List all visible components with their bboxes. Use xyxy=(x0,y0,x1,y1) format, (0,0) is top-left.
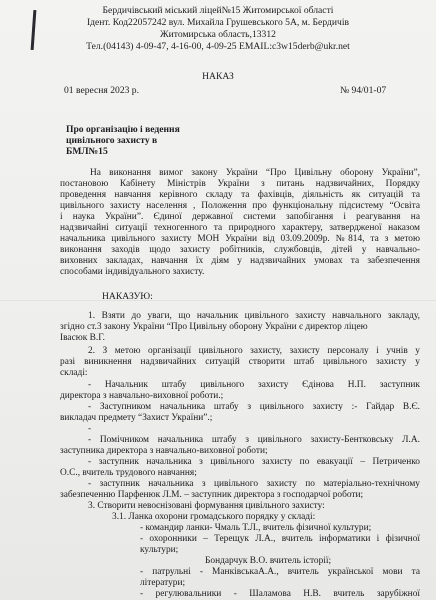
order-item-line: культури; xyxy=(140,545,179,555)
preamble-line: постановою Кабінету Міністрів України з питань надзвичайних, Порядку xyxy=(60,179,420,189)
order-item-line: - регулювальники - Шаламова Н.В. вчитель зарубіжної xyxy=(140,589,420,599)
subject-line: БМЛ№15 xyxy=(66,146,108,157)
order-number: № 94/01-07 xyxy=(340,85,387,96)
preamble-line: і наука України”. Єдиної державної системи запобігання і реагування на xyxy=(60,212,420,222)
preamble-line: проведення навчання керівного складу та фахівців, діяльність як ситуацій та xyxy=(60,190,420,200)
preamble-line: виховних закладах, навчання їх діям у надзвичайних умовах та забезпечення xyxy=(60,256,420,266)
paper-fold xyxy=(0,300,436,301)
preamble-line: На виконання вимог закону України “Про Цивільну оборону України”, xyxy=(90,168,420,178)
preamble-line: цивільного захисту населення , Положення про функціональну підсистему “Освіта xyxy=(60,201,420,211)
header-school-name: Бердичівський міський ліцей№15 Житомирської області xyxy=(102,5,334,16)
order-item-line: разі виникнення надзвичайних ситуацій створити штаб цивільного захисту у xyxy=(60,357,420,367)
order-item-line: заступника директора з навчально-виховної роботи; xyxy=(60,446,268,456)
order-item-line: - заступник начальника з цивільного захисту по матеріально-технічному xyxy=(88,479,420,489)
order-item-line: 1. Взяти до уваги, що начальник цивільного захисту навчального закладу, xyxy=(88,311,420,321)
order-item-line: - заступник начальника з цивільного захисту по евакуації – Петриченко xyxy=(88,457,420,467)
preamble-line: способами індивідуального захисту. xyxy=(60,267,205,277)
order-item-line: - командир ланки- Чмаль Т.Л., вчитель фізичної культури; xyxy=(140,523,372,533)
header-region: Житомирська область,13312 xyxy=(160,29,276,40)
subject-line: цивільного захисту в xyxy=(66,135,158,146)
header-code-address: Ідент. Код22057242 вул. Михайла Грушевського 5А, м. Бердичів xyxy=(86,17,350,28)
order-item-line: 3.1. Ланка охорони громадського порядку у складі: xyxy=(112,512,316,522)
order-item-line: забезпеченню Парфенюк Л.М. – заступник директора з господарчої роботи; xyxy=(60,490,364,500)
order-item-line: 2. З метою організації цивільного захисту, захисту персоналу і учнів у xyxy=(88,346,420,356)
order-date: 01 вересня 2023 р. xyxy=(64,85,140,96)
preamble-line: надзвичайні ситуації техногенного та природного характеру, затвердженої наказом xyxy=(60,223,420,233)
order-title: НАКАЗ xyxy=(202,71,234,82)
order-item-line: - охоронники – Терещук Л.А., вчитель інформатики і фізичної xyxy=(140,534,420,544)
order-item-line: - патрульні - МанківськаА.А., вчитель української мови та xyxy=(140,567,420,577)
order-item-line: літератури; xyxy=(140,578,186,588)
order-item-line: 3. Створити невоєнізовані формування цивільного захисту: xyxy=(88,501,325,511)
preamble-line: начальника цивільного захисту МОН України від 03.09.2009р. №814, та з метою xyxy=(60,234,420,244)
order-item-line: - xyxy=(88,424,92,434)
order-item-line: Бондарчук В.О. вчитель історії; xyxy=(205,556,332,566)
header-contacts: Тел.(04143) 4-09-47, 4-16-00, 4-09-25 EMAIL:c3w15derb@ukr.net xyxy=(86,41,350,52)
order-item-line: директора з навчально-виховної роботи.; xyxy=(60,391,224,401)
order-item-line: викладач предмету “Захист України”.; xyxy=(60,413,213,423)
order-item-line: згідно ст.3 закону України “Про Цивільну оборону України є директор ліцею xyxy=(60,322,368,332)
order-item-line: Івасюк В.Г. xyxy=(60,333,105,343)
order-item-line: - Начальник штабу цивільного захисту Єдінова Н.П. заступник xyxy=(88,380,420,390)
order-item-line: складі: xyxy=(60,368,88,378)
order-item-line: - Заступником начальника штабу з цивільного захисту :- Гайдар В.Є. xyxy=(88,402,420,412)
order-word: НАКАЗУЮ: xyxy=(102,291,153,302)
order-item-line: - Помічником начальника штабу з цивільного захисту-Бентковську Л.А. xyxy=(88,435,420,445)
subject-line: Про організацію і ведення xyxy=(66,124,180,135)
preamble-line: виконання заходів щодо захисту робітників, службовців, дітей у навчально- xyxy=(60,245,420,255)
order-item-line: О.С., вчитель трудового навчання; xyxy=(60,468,197,478)
